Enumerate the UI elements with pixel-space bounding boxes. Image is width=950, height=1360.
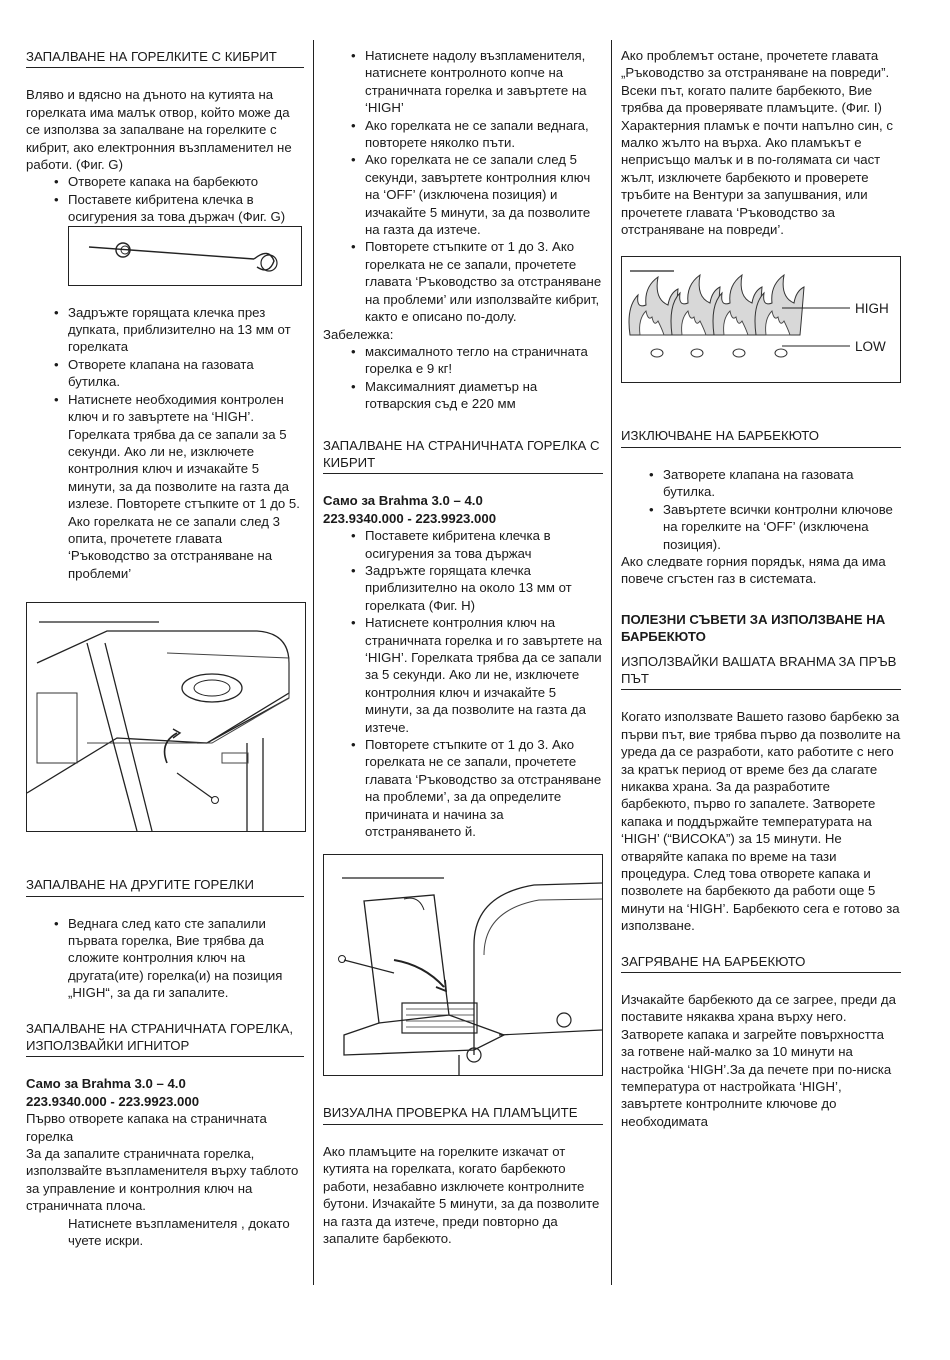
- paragraph-preheat: Изчакайте барбекюто да се загрее, преди да поставите някаква храна върху него. Затворете капака и загрейте повърхността за готвене най-малко за 10 минути на настройка ‘HIGH’.За да печете при по-ниска температура от настройката ‘HIGH’, завъртете контролните ключове до необходимата: [621, 992, 896, 1129]
- paragraph-problem-persists: Ако проблемът остане, прочетете главата „Ръководство за отстраняване на повреди”.: [621, 48, 890, 81]
- list-match-steps-2: [26, 304, 304, 583]
- figure-g-match-holder: [68, 226, 302, 286]
- paragraph-first-use: Когато използвате Вашето газово барбекю за първи път, вие трябва първо да позволите на уреда да се разработи, като работите с него за кратък период от време без да слагате никаква храна. За да разработите барбекюто, първо го запалете. Затворете капака и поддържайте температурата на ‘HIGH’ (“ВИСОКА”) за 15 минути. Не отваряйте капака по време на тази процедура. След това отворете капака и позволете на барбекюто да работи още 5 минути на ‘HIGH’. Барбекюто сега е готово за използване.: [621, 709, 901, 934]
- column-1: [26, 40, 304, 1249]
- label-low: LOW: [855, 339, 886, 355]
- list-item: • максималното тегло на страничната горелка е 9 кг!: [365, 343, 603, 378]
- list-item: • Ако горелката не се запали веднага, повторете няколко пъти.: [365, 117, 603, 152]
- list-item: • Максималният диаметър на готварския съд е 220 мм: [365, 378, 603, 413]
- list-item: • Повторете стъпките от 1 до 3. Ако горелката не се запали, прочетете главата ‘Ръководство за отстраняване на проблеми’, за да определите причината и начина за отстраняването й.: [365, 736, 603, 840]
- column-2: [323, 40, 603, 1247]
- list-item: • Поставете кибритена клечка в осигурения за това държач (Фиг. G): [68, 191, 304, 226]
- list-match-steps-1: [26, 173, 304, 225]
- paragraph-check-flames: Всеки път, когато палите барбекюто, Вие трябва да проверявате пламъците. (Фиг. I) Характерния пламък е почти напълно син, с малко жълто на върха. Ако пламъкът е неприсъщо малък и в по-голямата си част жълт, изключете барбекюто и проверете тръбите на Вентури за запушвания, или прочетете главата ‘Ръководство за отстраняване на повреди’.: [621, 82, 893, 238]
- label-high: HIGH: [855, 301, 889, 317]
- list-item: • Веднага след като сте запалили първата горелка, Вие трябва да сложите контролния ключ на другата(ите) горелка(и) на позиция „HIGH“, за да ги запалите.: [68, 915, 304, 1002]
- heading-useful-tips: ПОЛЕЗНИ СЪВЕТИ ЗА ИЗПОЛЗВАНЕ НА БАРБЕКЮТО: [621, 611, 886, 645]
- list-item: • Повторете стъпките от 1 до 3. Ако горелката не се запали, прочетете главата ‘Ръководство за отстраняване на проблеми’ или използвайте кибрит, както е описано по-долу.: [365, 238, 603, 325]
- heading-match-lighting: ЗАПАЛВАНЕ НА ГОРЕЛКИТЕ С КИБРИТ: [26, 48, 304, 68]
- list-item: • Задръжте горящата клечка приблизително на около 13 мм от горелката (Фиг. H): [365, 562, 603, 614]
- figure-i-flame-levels: [621, 256, 901, 383]
- paragraph-flame-check: Ако пламъците на горелките изкачат от кутията на горелката, когато барбекюто работи, незабавно изключете контролните бутони. Изчакайте 5 минути, за да позволите на газта да изтече, преди повторно да запалите барбекюто.: [323, 1143, 600, 1246]
- paragraph-no-gas: Ако следвате горния порядък, няма да има повече сгъстен газ в системата.: [621, 553, 886, 587]
- list-item: • Задръжте горящата клечка през дупката, приблизително на 13 мм от горелката: [68, 304, 304, 356]
- paragraph-igniter: За да запалите страничната горелка, използвайте възпламенителя върху таблото за управление и контролния ключ на страничната плоча.: [26, 1146, 299, 1214]
- heading-visual-flame-check: ВИЗУАЛНА ПРОВЕРКА НА ПЛАМЪЦИТЕ: [323, 1104, 603, 1124]
- list-item: • Завъртете всички контролни ключове на горелките на ‘OFF’ (изключена позиция).: [663, 501, 901, 553]
- list-item: • Затворете клапана на газовата бутилка.: [663, 466, 901, 501]
- model-codes: 223.9340.000 - 223.9923.000: [323, 510, 497, 526]
- heading-turn-off: ИЗКЛЮЧВАНЕ НА БАРБЕКЮТО: [621, 427, 901, 447]
- column-divider-2: [611, 40, 612, 1285]
- heading-side-burner-match: ЗАПАЛВАНЕ НА СТРАНИЧНАТА ГОРЕЛКА С КИБРИТ: [323, 437, 603, 475]
- model-label: Само за Brahma 3.0 – 4.0: [323, 493, 483, 509]
- list-item: • Натиснете необходимия контролен ключ и го завъртете на ‘HIGH’. Горелката трябва да се запали за 5 секунди. Ако ли не, изключете контролния ключ и изчакайте 5 минути, за да позволите на газта да излезе. Повторете стъпките от 1 до 5. Ако горелката не се запали след 3 опита, прочетете главата ‘Ръководство за отстраняване на проблеми’: [68, 391, 304, 582]
- heading-side-burner-igniter: ЗАПАЛВАНЕ НА СТРАНИЧНАТА ГОРЕЛКА, ИЗПОЛЗВАЙКИ ИГНИТОР: [26, 1020, 304, 1058]
- list-item: • Натиснете контролния ключ на страничната горелка и го завъртете на ‘HIGH’. Горелката трябва да се запали за 5 секунди. Ако ли не, изключете контролния ключ и изчакайте 5 минути, за да позволите на газта да изтече.: [365, 614, 603, 736]
- paragraph-open-lid: Първо отворете капака на страничната горелка: [26, 1111, 267, 1144]
- heading-first-use: ИЗПОЛЗВАЙКИ ВАШАТА BRAHMA ЗА ПРЪВ ПЪТ: [621, 653, 901, 691]
- list-other-burners: [26, 915, 304, 1002]
- column-divider-1: [313, 40, 314, 1285]
- column-3: [621, 40, 901, 1130]
- list-turn-off: [621, 466, 901, 553]
- paragraph-match-intro: Вляво и вдясно на дъното на кутията на горелката има малък отвор, който може да се използва за запалване на горелките с кибрит, ако електронния възпламенител не работи. (Фиг. G): [26, 87, 292, 173]
- model-label: Само за Brahma 3.0 – 4.0: [26, 1076, 186, 1092]
- list-notes: [323, 343, 603, 413]
- list-item: • Отворете капака на барбекюто: [68, 173, 304, 190]
- figure-burner-hole: [26, 602, 306, 832]
- list-item: • Натиснете надолу възпламенителя, натиснете контролното копче на страничната горелка и завъртете на ‘HIGH’: [365, 47, 603, 117]
- list-item: • Ако горелката не се запали след 5 секунди, завъртете контролния ключ на ‘OFF’ (изключена позиция) и изчакайте 5 минути, за да позволите на газта да изтече.: [365, 151, 603, 238]
- list-side-match-steps: [323, 527, 603, 840]
- list-igniter-steps: [323, 47, 603, 326]
- list-item: • Отворете клапана на газовата бутилка.: [68, 356, 304, 391]
- heading-preheat: ЗАГРЯВАНЕ НА БАРБЕКЮТО: [621, 953, 901, 973]
- list-item: • Поставете кибритена клечка в осигурения за това държач: [365, 527, 603, 562]
- model-codes: 223.9340.000 - 223.9923.000: [26, 1093, 200, 1109]
- figure-h-side-burner: [323, 854, 603, 1076]
- paragraph-press-igniter: Натиснете възпламенителя , докато чуете искри.: [68, 1215, 290, 1249]
- heading-other-burners: ЗАПАЛВАНЕ НА ДРУГИТЕ ГОРЕЛКИ: [26, 876, 304, 896]
- note-label: Забележка:: [323, 326, 394, 342]
